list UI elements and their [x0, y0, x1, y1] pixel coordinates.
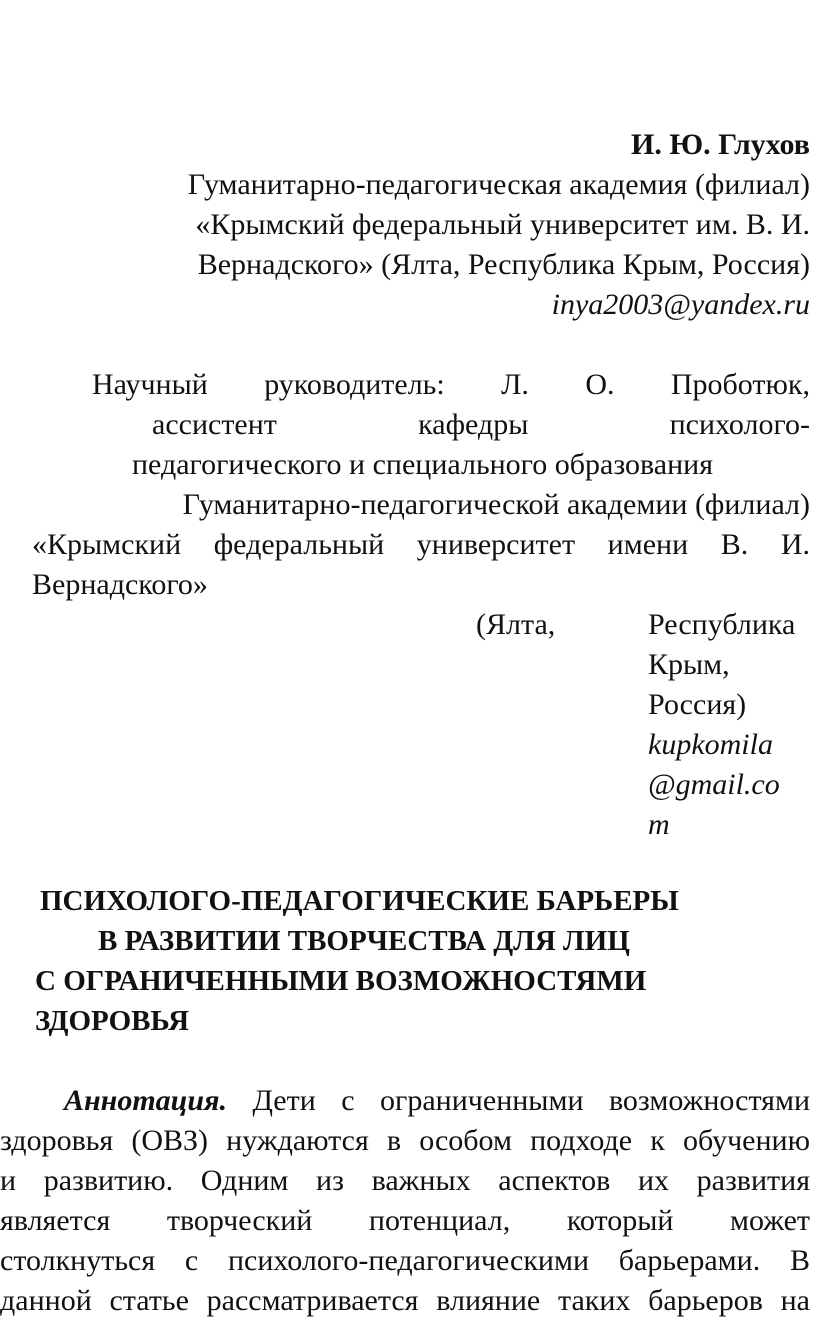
supervisor-line-6: Вернадского» [32, 568, 208, 601]
supervisor-email-line-3: m [648, 808, 670, 841]
supervisor-line-2: ассистент кафедры психолого- [152, 408, 810, 441]
article-title-line-1: ПСИХОЛОГО-ПЕДАГОГИЧЕСКИЕ БАРЬЕРЫ [40, 885, 679, 917]
abstract-first-line-text: Дети с ограниченными возможностями [252, 1084, 810, 1117]
author-affiliation-line-1: Гуманитарно-педагогическая академия (филиал) [187, 168, 810, 201]
abstract-line-4: является творческий потенциал, который может [0, 1204, 810, 1237]
abstract-line-3: и развитию. Одним из важных аспектов их развития [0, 1164, 810, 1197]
abstract-first-line [64, 1082, 810, 1120]
supervisor-location-right-3: Россия) [648, 688, 747, 721]
author-affiliation-line-2: «Крымский федеральный университет им. В. И. [195, 208, 810, 241]
supervisor-location-left: (Ялта, [476, 608, 556, 641]
supervisor-line-4: Гуманитарно-педагогической академии (филиал) [182, 488, 810, 521]
author-name: И. Ю. Глухов [631, 128, 810, 161]
supervisor-email-line-2: @gmail.co [648, 768, 780, 801]
supervisor-location-right-1: Республика [648, 608, 796, 641]
supervisor-line-5: «Крымский федеральный университет имени В. И. [32, 528, 810, 561]
author-email: inya2003@yandex.ru [551, 288, 810, 321]
author-affiliation-line-3: Вернадского» (Ялта, Республика Крым, Россия) [197, 248, 810, 281]
supervisor-line-3: педагогического и специального образования [132, 448, 713, 481]
article-title-line-2: В РАЗВИТИИ ТВОРЧЕСТВА ДЛЯ ЛИЦ [98, 925, 630, 957]
abstract-line-5: столкнуться с психолого-педагогическими барьерами. В [0, 1244, 810, 1277]
article-title-line-4: ЗДОРОВЬЯ [35, 1005, 190, 1037]
abstract-line-2: здоровья (ОВЗ) нуждаются в особом подходе к обучению [0, 1124, 810, 1157]
supervisor-location-right-2: Крым, [648, 648, 730, 681]
article-title-line-3: С ОГРАНИЧЕННЫМИ ВОЗМОЖНОСТЯМИ [35, 965, 647, 997]
supervisor-line-1: Научный руководитель: Л. О. Проботюк, [92, 368, 810, 401]
supervisor-email-line-1: kupkomila [648, 728, 773, 761]
abstract-label: Аннотация. [64, 1084, 227, 1117]
abstract-line-6: данной статье рассматривается влияние таких барьеров на [0, 1284, 810, 1317]
